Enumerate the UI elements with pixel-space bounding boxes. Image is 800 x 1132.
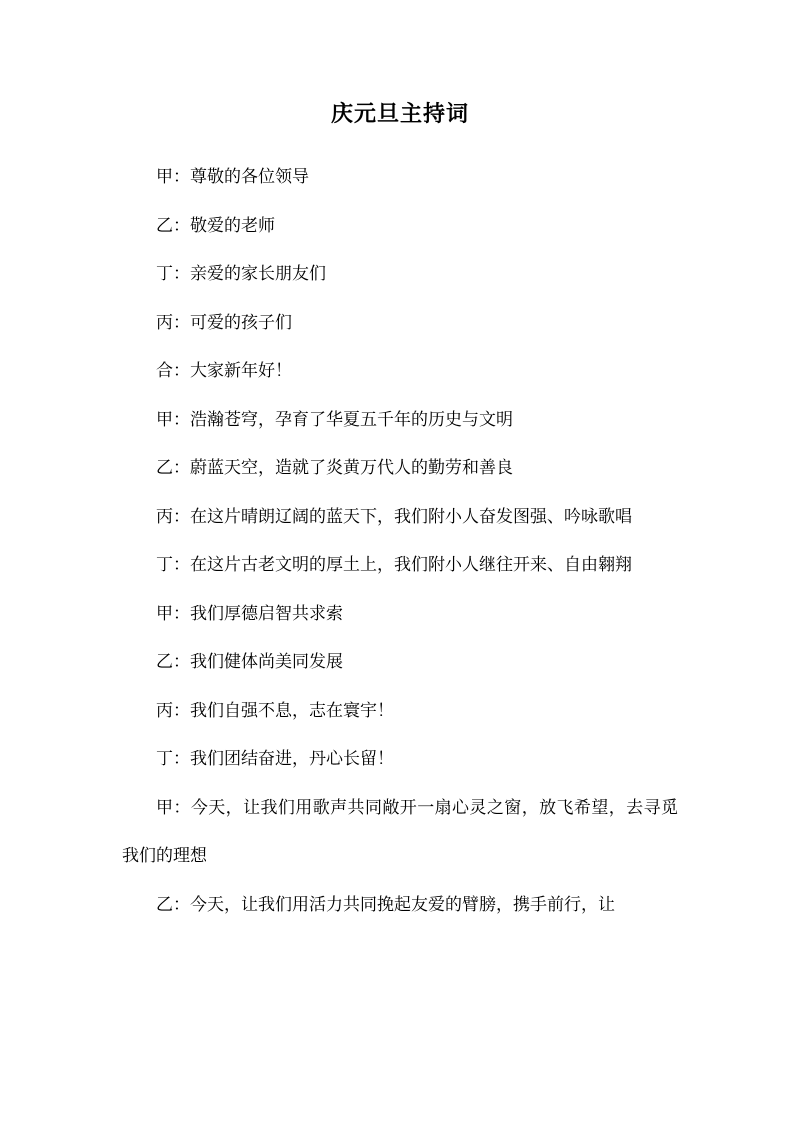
paragraph: 乙：蔚蓝天空，造就了炎黄万代人的勤劳和善良 (156, 458, 513, 478)
paragraph: 丁：我们团结奋进，丹心长留！ (156, 749, 394, 769)
paragraph: 甲：我们厚德启智共求索 (156, 603, 343, 624)
paragraph: 乙：敬爱的老师 (156, 215, 275, 236)
paragraph: 丙：我们自强不息，志在寰宇！ (156, 700, 394, 721)
paragraph: 乙：今天，让我们用活力共同挽起友爱的臂膀，携手前行，让 (156, 894, 615, 915)
paragraph: 丙：可爱的孩子们 (156, 312, 292, 333)
paragraph: 丁：在这片古老文明的厚土上，我们附小人继往开来、自由翱翔 (156, 555, 632, 575)
paragraph: 丁：亲爱的家长朋友们 (156, 264, 326, 284)
paragraph: 甲：浩瀚苍穹，孕育了华夏五千年的历史与文明 (156, 409, 513, 430)
paragraph: 乙：我们健体尚美同发展 (156, 652, 343, 672)
paragraph: 甲：今天，让我们用歌声共同敞开一扇心灵之窗，放飞希望，去寻觅我们的理想 (122, 797, 678, 866)
paragraph: 丙：在这片晴朗辽阔的蓝天下，我们附小人奋发图强、吟咏歌唱 (156, 506, 632, 527)
paragraph: 甲：尊敬的各位领导 (156, 167, 309, 187)
document-body (122, 153, 678, 929)
document-title: 庆元旦主持词 (330, 101, 469, 127)
paragraph: 合：大家新年好！ (156, 361, 292, 381)
